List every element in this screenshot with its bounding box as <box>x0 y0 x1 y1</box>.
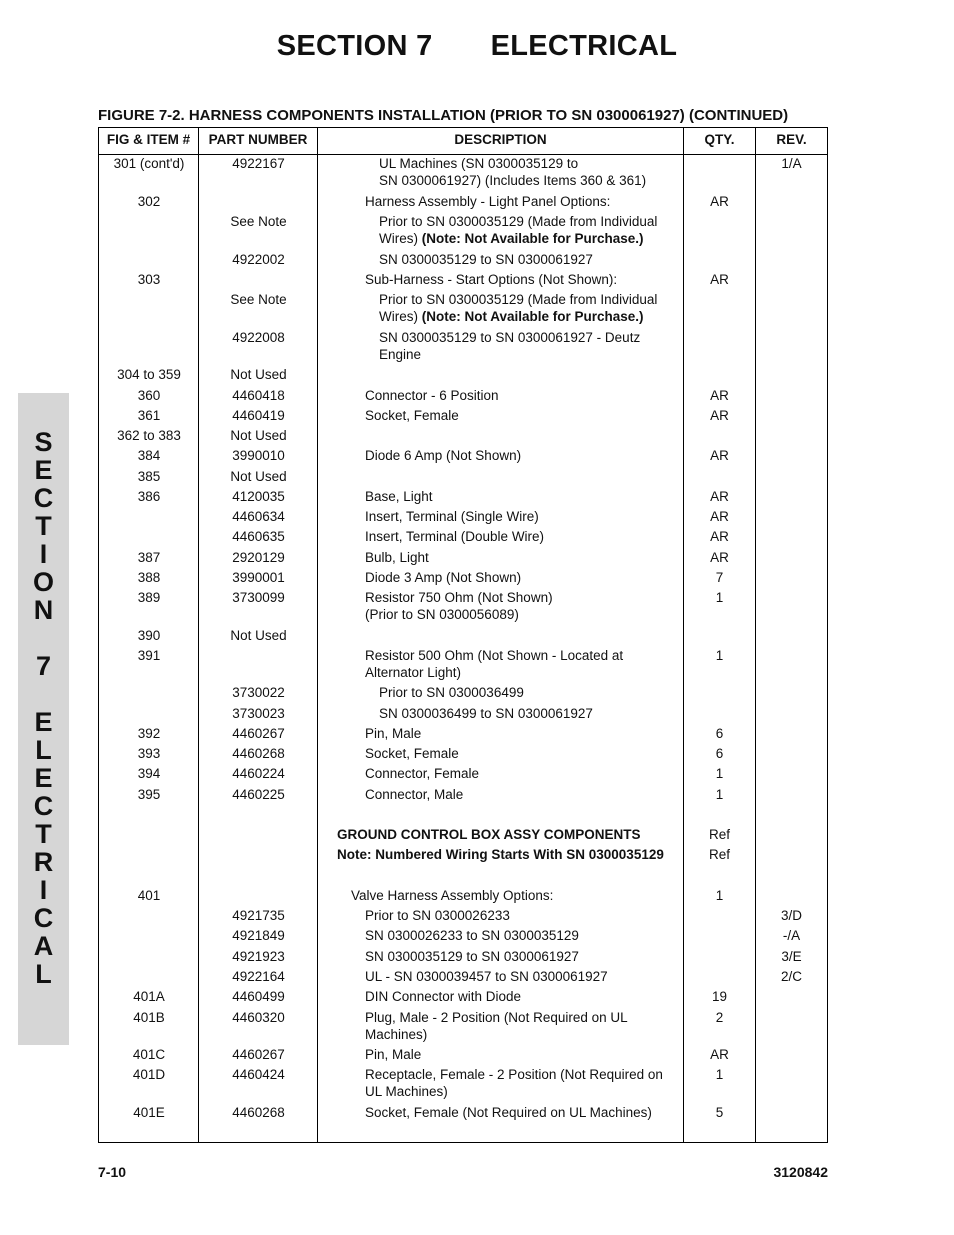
fig-item-cell: 384 <box>137 448 161 463</box>
figure-title: FIGURE 7-2. HARNESS COMPONENTS INSTALLATION (PRIOR TO SN 0300061927) (CONTINUED) <box>98 107 789 124</box>
fig-item-cell: 401 <box>137 888 161 903</box>
description-cell <box>365 407 695 424</box>
qty-cell: 1 <box>715 648 724 663</box>
side-tab-letter: L <box>35 959 52 989</box>
fig-item-cell: 390 <box>137 628 161 643</box>
description-cell <box>365 745 695 762</box>
qty-cell: 1 <box>715 590 724 605</box>
qty-cell: 6 <box>715 746 724 761</box>
part-number-cell: See Note <box>230 292 287 307</box>
description-cell <box>365 1009 695 1043</box>
description-line <box>379 329 709 346</box>
part-number-cell: 4460419 <box>232 408 285 423</box>
fig-item-cell: 388 <box>137 570 161 585</box>
description-cell <box>365 647 695 681</box>
description-line <box>379 251 709 268</box>
description-text: Resistor 500 Ohm (Not Shown - Located at <box>365 648 624 663</box>
fig-item-cell: 304 to 359 <box>117 367 181 382</box>
section-title <box>0 30 954 63</box>
side-tab-letter: N <box>33 595 54 625</box>
description-text: Bulb, Light <box>365 550 429 565</box>
description-text: Wires) <box>379 231 418 246</box>
part-number-cell: 4120035 <box>232 489 285 504</box>
part-number-cell: 4922002 <box>232 252 285 267</box>
description-text: GROUND CONTROL BOX ASSY COMPONENTS <box>337 827 641 842</box>
part-number-cell: 4460424 <box>232 1067 285 1082</box>
description-text: Insert, Terminal (Double Wire) <box>365 529 545 544</box>
description-text: UL - SN 0300039457 to SN 0300061927 <box>365 969 608 984</box>
qty-cell: Ref <box>708 827 730 842</box>
description-cell <box>365 627 695 644</box>
part-number-cell: 4921923 <box>232 949 285 964</box>
section-name: ELECTRICAL <box>490 30 678 62</box>
fig-item-cell: 393 <box>137 746 161 761</box>
description-cell <box>379 684 709 701</box>
part-number-cell: 4460320 <box>232 1010 285 1025</box>
description-text: Prior to SN 0300035129 (Made from Individual <box>379 292 658 307</box>
qty-cell: 5 <box>715 1105 724 1120</box>
description-line <box>351 887 681 904</box>
description-line <box>365 1104 695 1121</box>
qty-cell: AR <box>710 194 729 209</box>
fig-item-cell: 401D <box>132 1067 166 1082</box>
part-number-cell: 3730022 <box>232 685 285 700</box>
description-line <box>337 846 667 863</box>
description-cell <box>365 468 695 485</box>
description-line <box>365 366 695 383</box>
qty-cell: 7 <box>715 570 724 585</box>
part-number-cell: See Note <box>230 214 287 229</box>
description-cell <box>365 508 695 525</box>
description-cell <box>379 705 709 722</box>
description-cell <box>365 427 695 444</box>
part-number-cell: 3990001 <box>232 570 285 585</box>
side-tab-letter: E <box>34 763 53 793</box>
fig-item-cell: 302 <box>137 194 161 209</box>
description-text: Prior to SN 0300026233 <box>365 908 510 923</box>
description-text: Diode 6 Amp (Not Shown) <box>365 448 522 463</box>
description-cell <box>379 329 709 363</box>
description-text: DIN Connector with Diode <box>365 989 522 1004</box>
fig-item-cell: 391 <box>137 648 161 663</box>
description-cell <box>365 948 695 965</box>
qty-cell: Ref <box>708 847 730 862</box>
part-number-cell: 3730099 <box>232 590 285 605</box>
fig-item-cell: 387 <box>137 550 161 565</box>
qty-cell: AR <box>710 529 729 544</box>
qty-cell: AR <box>710 489 729 504</box>
description-line <box>365 1046 695 1063</box>
rev-cell: -/A <box>782 928 801 943</box>
side-tab-letter: T <box>35 511 52 541</box>
qty-cell: 6 <box>715 726 724 741</box>
description-cell <box>365 988 695 1005</box>
description-cell <box>379 213 709 247</box>
description-line <box>365 647 695 664</box>
fig-item-cell: 401A <box>133 989 165 1004</box>
qty-cell: AR <box>710 388 729 403</box>
description-text: Plug, Male - 2 Position (Not Required on UL <box>365 1010 628 1025</box>
qty-cell: 1 <box>715 1067 724 1082</box>
side-tab-letter: A <box>33 931 54 961</box>
part-number-cell: 4922008 <box>232 330 285 345</box>
qty-cell: 1 <box>715 766 724 781</box>
description-text: Machines) <box>365 1027 428 1042</box>
description-line <box>365 1026 695 1043</box>
description-text: Harness Assembly - Light Panel Options: <box>365 194 611 209</box>
description-text: Connector, Male <box>365 787 464 802</box>
description-cell <box>365 387 695 404</box>
description-cell <box>337 846 667 863</box>
description-text: SN 0300035129 to SN 0300061927 <box>379 252 593 267</box>
description-cell <box>365 725 695 742</box>
description-cell <box>365 528 695 545</box>
description-line <box>365 549 695 566</box>
description-cell <box>365 907 695 924</box>
description-cell <box>365 786 695 803</box>
fig-item-cell: 395 <box>137 787 161 802</box>
description-line <box>379 230 709 247</box>
part-number-cell: Not Used <box>230 628 287 643</box>
header-description: DESCRIPTION <box>454 132 547 147</box>
part-number-cell: 4460499 <box>232 989 285 1004</box>
part-number-cell: 4922167 <box>232 156 285 171</box>
side-tab-letter: E <box>34 455 53 485</box>
part-number-cell: 4460635 <box>232 529 285 544</box>
description-line <box>379 684 709 701</box>
description-cell <box>351 887 681 904</box>
part-number-cell: 4922164 <box>232 969 285 984</box>
rev-cell: 2/C <box>780 969 802 984</box>
part-number-cell: 4460224 <box>232 766 285 781</box>
side-tab-letter: E <box>34 707 53 737</box>
description-line <box>365 988 695 1005</box>
description-text: SN 0300035129 to SN 0300061927 <box>365 949 579 964</box>
part-number-cell: 4921735 <box>232 908 285 923</box>
part-number-cell: 4460418 <box>232 388 285 403</box>
description-cell <box>365 366 695 383</box>
side-tab-letter: 7 <box>35 651 52 681</box>
description-line <box>365 606 695 623</box>
description-text: SN 0300061927) (Includes Items 360 & 361) <box>379 173 647 188</box>
description-cell <box>379 291 709 325</box>
description-cell <box>337 826 667 843</box>
description-text: Socket, Female (Not Required on UL Machines) <box>365 1105 652 1120</box>
description-text: SN 0300035129 to SN 0300061927 - Deutz <box>379 330 641 345</box>
fig-item-cell: 385 <box>137 469 161 484</box>
description-text: Note: Numbered Wiring Starts With SN 0300035129 <box>337 847 664 862</box>
part-number-cell: Not Used <box>230 428 287 443</box>
description-line <box>379 155 709 172</box>
description-text: Wires) <box>379 309 418 324</box>
description-line <box>365 589 695 606</box>
description-cell <box>365 1066 695 1100</box>
description-text: Valve Harness Assembly Options: <box>351 888 554 903</box>
fig-item-cell: 394 <box>137 766 161 781</box>
fig-item-cell: 361 <box>137 408 161 423</box>
description-line <box>365 271 695 288</box>
section-side-tab <box>18 393 69 1045</box>
fig-item-cell: 386 <box>137 489 161 504</box>
description-line <box>379 346 709 363</box>
description-cell <box>379 251 709 268</box>
part-number-cell: 3990010 <box>232 448 285 463</box>
header-fig: FIG & ITEM # <box>106 132 191 147</box>
side-tab-letter: C <box>33 791 54 821</box>
part-number-cell: 2920129 <box>232 550 285 565</box>
page-number: 7-10 <box>98 1164 127 1180</box>
description-cell <box>365 1046 695 1063</box>
description-line <box>379 705 709 722</box>
side-tab-letter: C <box>33 483 54 513</box>
description-text: SN 0300026233 to SN 0300035129 <box>365 928 579 943</box>
description-text: Pin, Male <box>365 726 422 741</box>
description-line <box>365 528 695 545</box>
description-line <box>365 786 695 803</box>
qty-cell: AR <box>710 272 729 287</box>
description-cell <box>365 589 695 623</box>
description-line <box>365 508 695 525</box>
parts-table <box>98 127 828 1143</box>
description-cell <box>365 968 695 985</box>
description-text: Prior to SN 0300035129 (Made from Individual <box>379 214 658 229</box>
description-line <box>365 725 695 742</box>
purchase-note: (Note: Not Available for Purchase.) <box>418 309 644 324</box>
description-line <box>379 308 709 325</box>
description-text: UL Machines (SN 0300035129 to <box>379 156 579 171</box>
side-tab-letter: O <box>32 567 54 597</box>
description-line <box>365 1083 695 1100</box>
qty-cell: AR <box>710 509 729 524</box>
part-number-cell: 4460225 <box>232 787 285 802</box>
side-tab-letter: L <box>35 735 52 765</box>
description-cell <box>365 1104 695 1121</box>
description-text: Sub-Harness - Start Options (Not Shown): <box>365 272 618 287</box>
description-text: Connector - 6 Position <box>365 388 499 403</box>
description-cell <box>365 549 695 566</box>
qty-cell: AR <box>710 1047 729 1062</box>
fig-item-cell: 362 to 383 <box>117 428 181 443</box>
description-cell <box>365 569 695 586</box>
description-text: Socket, Female <box>365 408 459 423</box>
qty-cell: 1 <box>715 888 724 903</box>
fig-item-cell: 401E <box>133 1105 165 1120</box>
description-line <box>365 387 695 404</box>
part-number-cell: 4460267 <box>232 1047 285 1062</box>
description-text: Diode 3 Amp (Not Shown) <box>365 570 522 585</box>
description-text: Receptacle, Female - 2 Position (Not Required on <box>365 1067 663 1082</box>
description-text: (Prior to SN 0300056089) <box>365 607 519 622</box>
description-line <box>379 172 709 189</box>
description-line <box>365 745 695 762</box>
description-line <box>365 765 695 782</box>
side-tab-letter: I <box>39 539 48 569</box>
description-cell <box>365 271 695 288</box>
description-line <box>365 664 695 681</box>
description-line <box>365 569 695 586</box>
description-text: SN 0300036499 to SN 0300061927 <box>379 706 593 721</box>
description-line <box>365 468 695 485</box>
description-line <box>365 968 695 985</box>
description-cell <box>365 447 695 464</box>
side-tab-letter: S <box>34 427 53 457</box>
header-part-number: PART NUMBER <box>208 132 308 147</box>
description-text: Prior to SN 0300036499 <box>379 685 524 700</box>
fig-item-cell: 401C <box>132 1047 166 1062</box>
description-cell <box>365 488 695 505</box>
fig-item-cell: 301 (cont'd) <box>113 156 185 171</box>
description-text: Connector, Female <box>365 766 480 781</box>
document-number: 3120842 <box>773 1164 828 1180</box>
description-line <box>365 407 695 424</box>
side-tab-letter: I <box>39 875 48 905</box>
part-number-cell: 4460268 <box>232 746 285 761</box>
qty-cell: 2 <box>715 1010 724 1025</box>
qty-cell: AR <box>710 550 729 565</box>
rev-cell: 1/A <box>781 156 802 171</box>
description-line <box>365 488 695 505</box>
description-text: Base, Light <box>365 489 433 504</box>
description-line <box>337 826 667 843</box>
description-line <box>365 927 695 944</box>
description-cell <box>365 927 695 944</box>
description-line <box>379 291 709 308</box>
part-number-cell: Not Used <box>230 367 287 382</box>
part-number-cell: Not Used <box>230 469 287 484</box>
part-number-cell: 4921849 <box>232 928 285 943</box>
qty-cell: AR <box>710 408 729 423</box>
description-text: Insert, Terminal (Single Wire) <box>365 509 539 524</box>
fig-item-cell: 389 <box>137 590 161 605</box>
side-tab-letter: C <box>33 903 54 933</box>
part-number-cell: 4460268 <box>232 1105 285 1120</box>
description-line <box>379 213 709 230</box>
fig-item-cell: 303 <box>137 272 161 287</box>
fig-item-cell: 392 <box>137 726 161 741</box>
description-cell <box>365 193 695 210</box>
description-text: UL Machines) <box>365 1084 448 1099</box>
part-number-cell: 4460634 <box>232 509 285 524</box>
qty-cell: AR <box>710 448 729 463</box>
column-divider <box>755 128 756 1142</box>
description-line <box>365 447 695 464</box>
section-number: SECTION 7 <box>276 30 433 62</box>
rev-cell: 3/E <box>781 949 802 964</box>
description-text: Resistor 750 Ohm (Not Shown) <box>365 590 553 605</box>
description-line <box>365 427 695 444</box>
description-line <box>365 1009 695 1026</box>
part-number-cell: 4460267 <box>232 726 285 741</box>
qty-cell: 1 <box>715 787 724 802</box>
description-line <box>365 907 695 924</box>
description-line <box>365 193 695 210</box>
header-rev: REV. <box>776 132 807 147</box>
description-line <box>365 627 695 644</box>
description-line <box>365 1066 695 1083</box>
description-text: Pin, Male <box>365 1047 422 1062</box>
part-number-cell: 3730023 <box>232 706 285 721</box>
qty-cell: 19 <box>711 989 728 1004</box>
description-text: Alternator Light) <box>365 665 462 680</box>
side-tab-letter: T <box>35 819 52 849</box>
rev-cell: 3/D <box>780 908 802 923</box>
header-qty: QTY. <box>704 132 735 147</box>
description-line <box>365 948 695 965</box>
side-tab-letter: R <box>33 847 54 877</box>
description-text: Socket, Female <box>365 746 459 761</box>
purchase-note: (Note: Not Available for Purchase.) <box>418 231 644 246</box>
description-cell <box>379 155 709 189</box>
description-cell <box>365 765 695 782</box>
fig-item-cell: 360 <box>137 388 161 403</box>
fig-item-cell: 401B <box>133 1010 165 1025</box>
description-text: Engine <box>379 347 422 362</box>
